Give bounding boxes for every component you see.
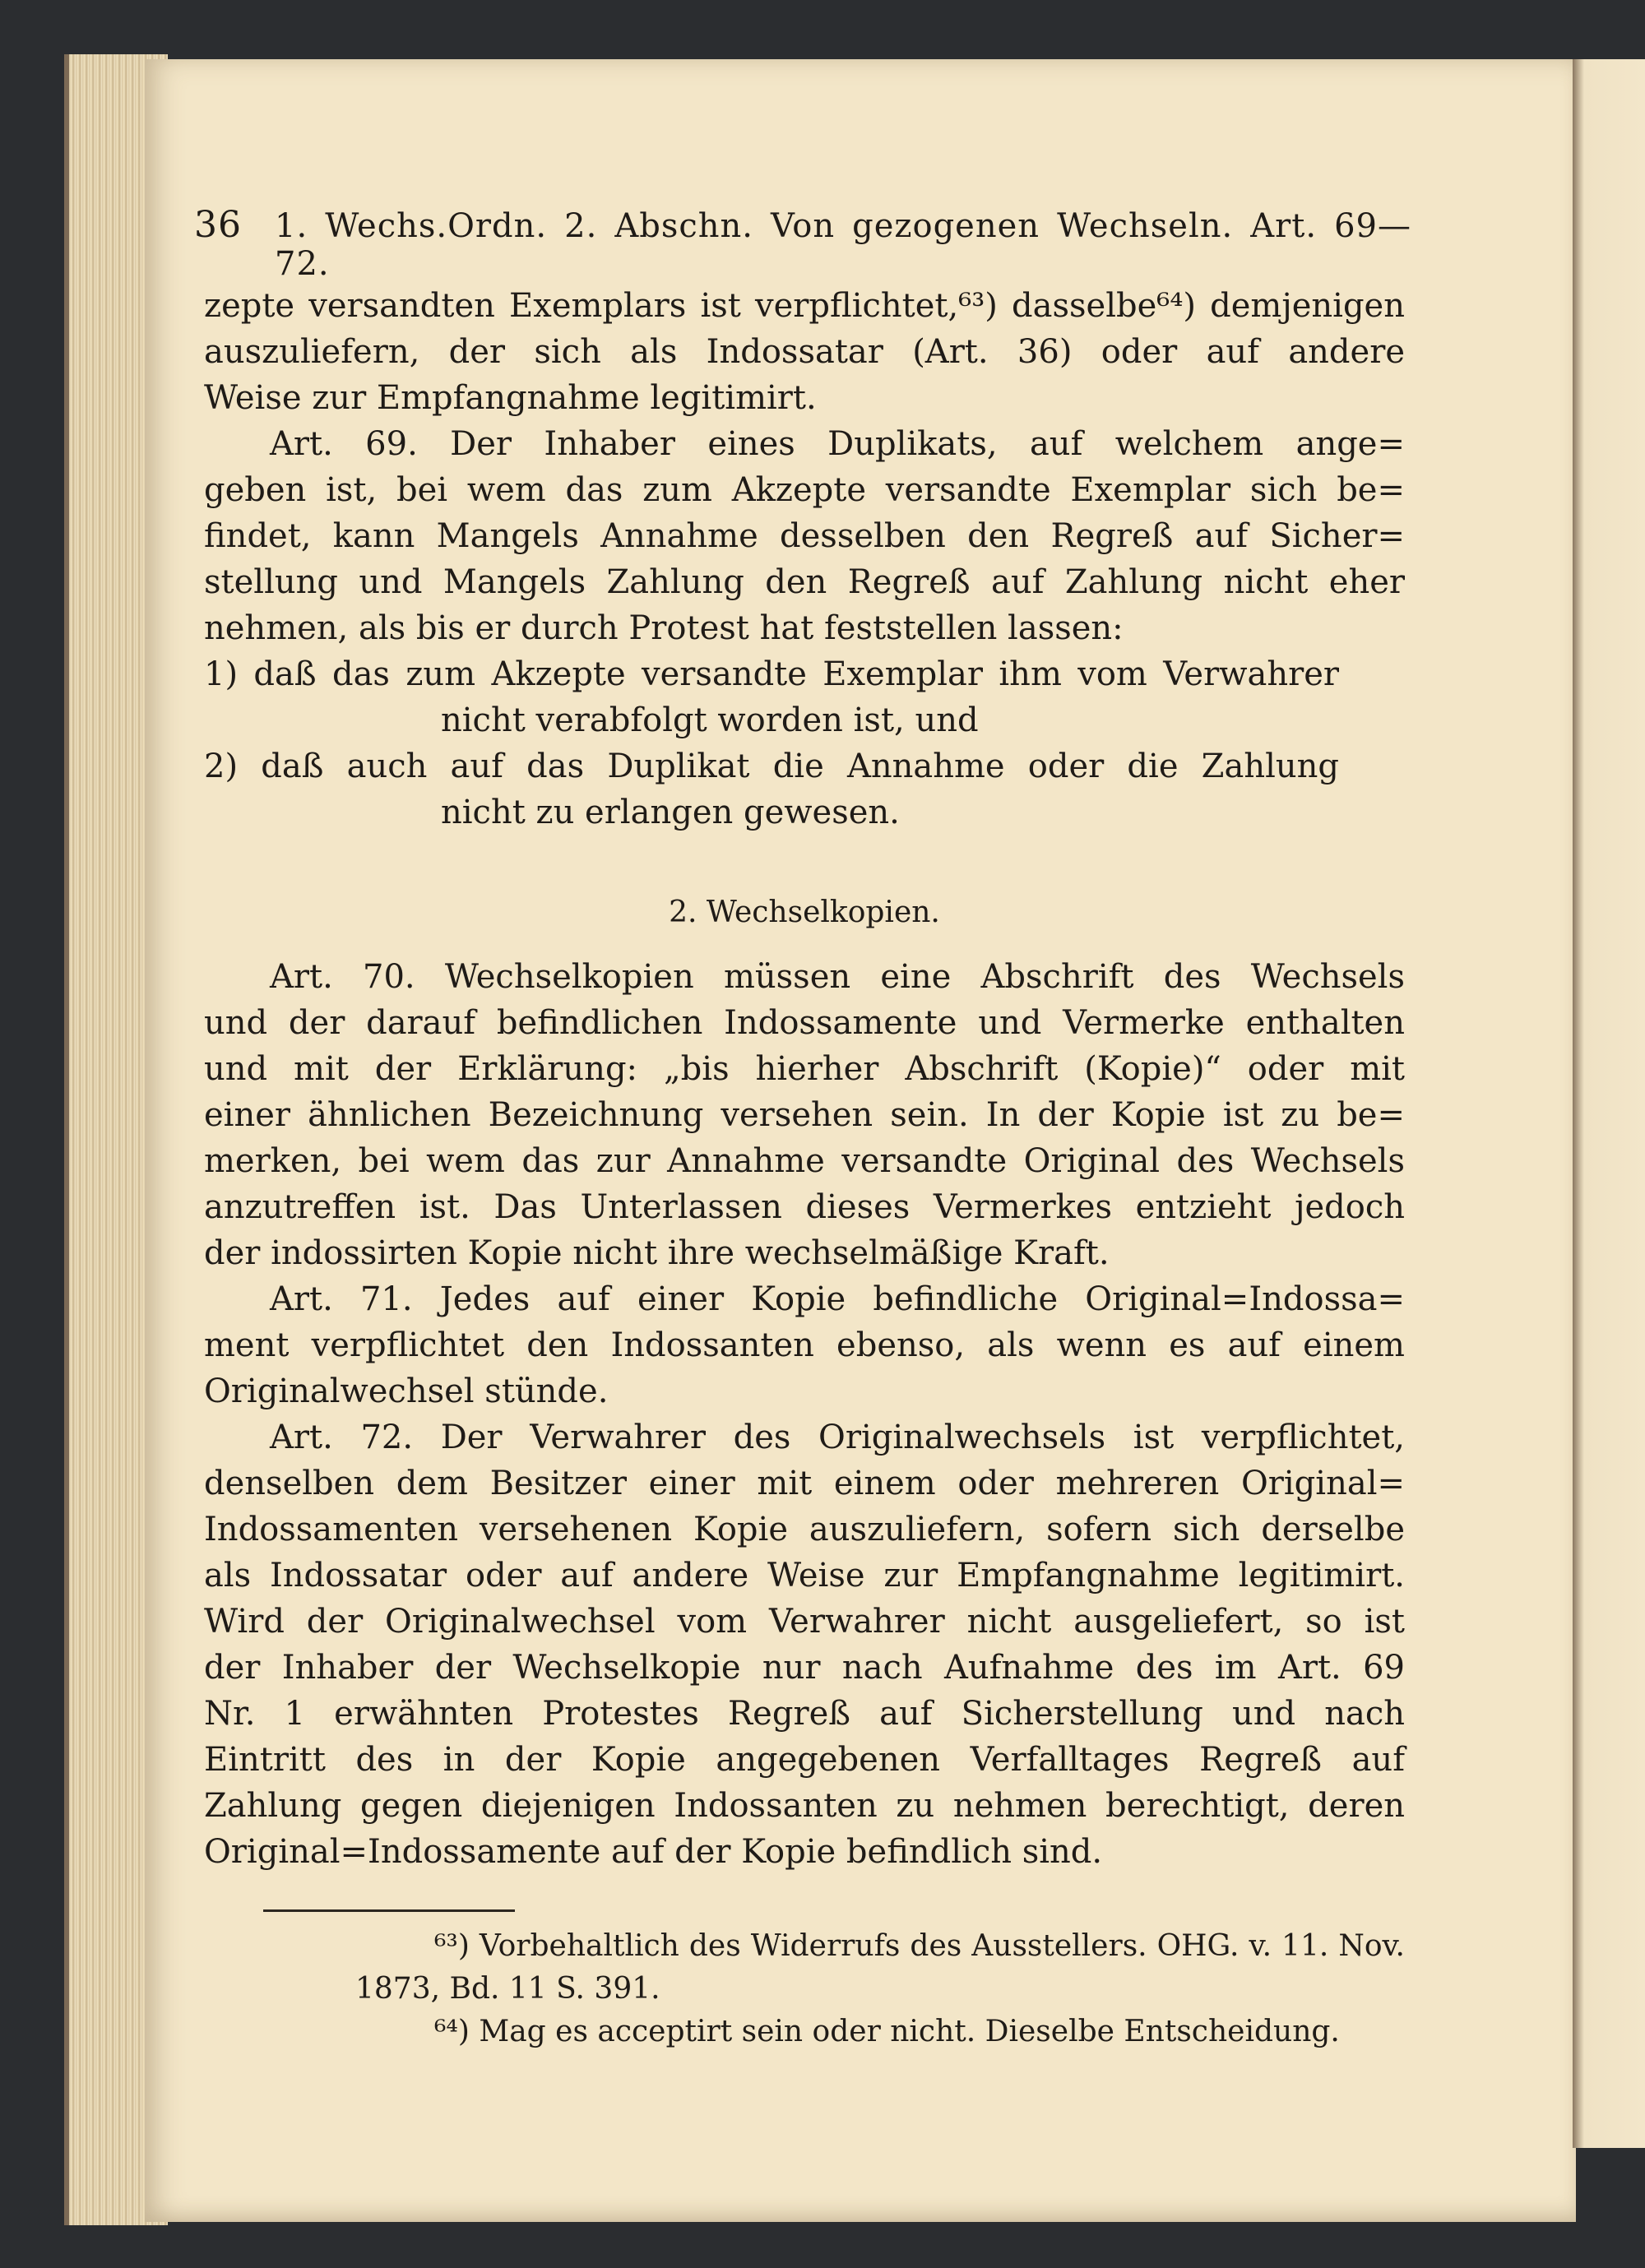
article-71-start: Art. 71. Jedes auf einer Kopie befindliche Original=Indossa= [270, 1280, 1405, 1318]
text-line: Nr. 1 erwähnten Protestes Regreß auf Sicherstellung und nach [204, 1695, 1405, 1733]
text-line: und der darauf befindlichen Indossamente und Vermerke enthalten [204, 1004, 1405, 1042]
text-line: auszuliefern, der sich als Indossatar (Art. 36) oder auf andere [204, 333, 1405, 371]
article-72-start: Art. 72. Der Verwahrer des Originalwechsels ist verpflichtet, [270, 1419, 1405, 1456]
text-line: merken, bei wem das zur Annahme versandte Original des Wechsels [204, 1142, 1405, 1180]
running-header [194, 204, 1411, 283]
footnote-64: ⁶⁴) Mag es acceptirt sein oder nicht. Dieselbe Entscheidung. [434, 2015, 1340, 2048]
text-line: Original=Indossamente auf der Kopie befindlich sind. [204, 1833, 1103, 1871]
article-69-start: Art. 69. Der Inhaber eines Duplikats, auf welchem ange= [270, 425, 1405, 463]
text-line: Eintritt des in der Kopie angegebenen Verfalltages Regreß auf [204, 1741, 1405, 1779]
text-line: stellung und Mangels Zahlung den Regreß auf Zahlung nicht eher [204, 563, 1405, 601]
text-line: ment verpflichtet den Indossanten ebenso, als wenn es auf einem [204, 1326, 1405, 1364]
text-line: einer ähnlichen Bezeichnung versehen sein. In der Kopie ist zu be= [204, 1096, 1405, 1134]
text-line: zepte versandten Exemplars ist verpflichtet,⁶³) dasselbe⁶⁴) demjenigen [204, 287, 1405, 325]
text-line: Weise zur Empfangnahme legitimirt. [204, 379, 817, 417]
text-line: denselben dem Besitzer einer mit einem oder mehreren Original= [204, 1465, 1405, 1502]
text-line: und mit der Erklärung: „bis hierher Abschrift (Kopie)“ oder mit [204, 1050, 1405, 1088]
footnote-63: ⁶³) Vorbehaltlich des Widerrufs des Ausstellers. OHG. v. 11. Nov. [434, 1929, 1405, 1963]
text-line: findet, kann Mangels Annahme desselben den Regreß auf Sicher= [204, 517, 1405, 555]
text-line: als Indossatar oder auf andere Weise zur Empfangnahme legitimirt. [204, 1557, 1405, 1595]
text-line: nehmen, als bis er durch Protest hat feststellen lassen: [204, 609, 1124, 647]
text-line: geben ist, bei wem das zum Akzepte versandte Exemplar sich be= [204, 471, 1405, 509]
text-line: der Inhaber der Wechselkopie nur nach Aufnahme des im Art. 69 [204, 1649, 1405, 1687]
text-line: Wird der Originalwechsel vom Verwahrer nicht ausgeliefert, so ist [204, 1603, 1405, 1641]
text-line: Originalwechsel stünde. [204, 1372, 609, 1410]
text-line: Indossamenten versehenen Kopie auszuliefern, sofern sich derselbe [204, 1511, 1405, 1548]
list-item-1-cont: nicht verabfolgt worden ist, und [441, 701, 979, 739]
section-heading: 2. Wechselkopien. [669, 896, 940, 929]
text-line: anzutreffen ist. Das Unterlassen dieses Vermerkes entzieht jedoch [204, 1188, 1405, 1226]
page-number: 36 [194, 204, 242, 246]
text-line: der indossirten Kopie nicht ihre wechselmäßige Kraft. [204, 1234, 1110, 1272]
list-item-2-cont: nicht zu erlangen gewesen. [441, 794, 900, 831]
footnote-divider [263, 1909, 515, 1912]
text-line: Zahlung gegen diejenigen Indossanten zu nehmen berechtigt, deren [204, 1787, 1405, 1825]
footnote-63-cont: 1873, Bd. 11 S. 391. [355, 1972, 660, 2006]
running-title: 1. Wechs.Ordn. 2. Abschn. Von gezogenen Wechseln. Art. 69—72. [275, 207, 1411, 283]
article-70-start: Art. 70. Wechselkopien müssen eine Abschrift des Wechsels [270, 958, 1405, 996]
list-item-2: 2) daß auch auf das Duplikat die Annahme oder die Zahlung [204, 748, 1339, 785]
list-item-1: 1) daß das zum Akzepte versandte Exemplar ihm vom Verwahrer [204, 655, 1339, 693]
